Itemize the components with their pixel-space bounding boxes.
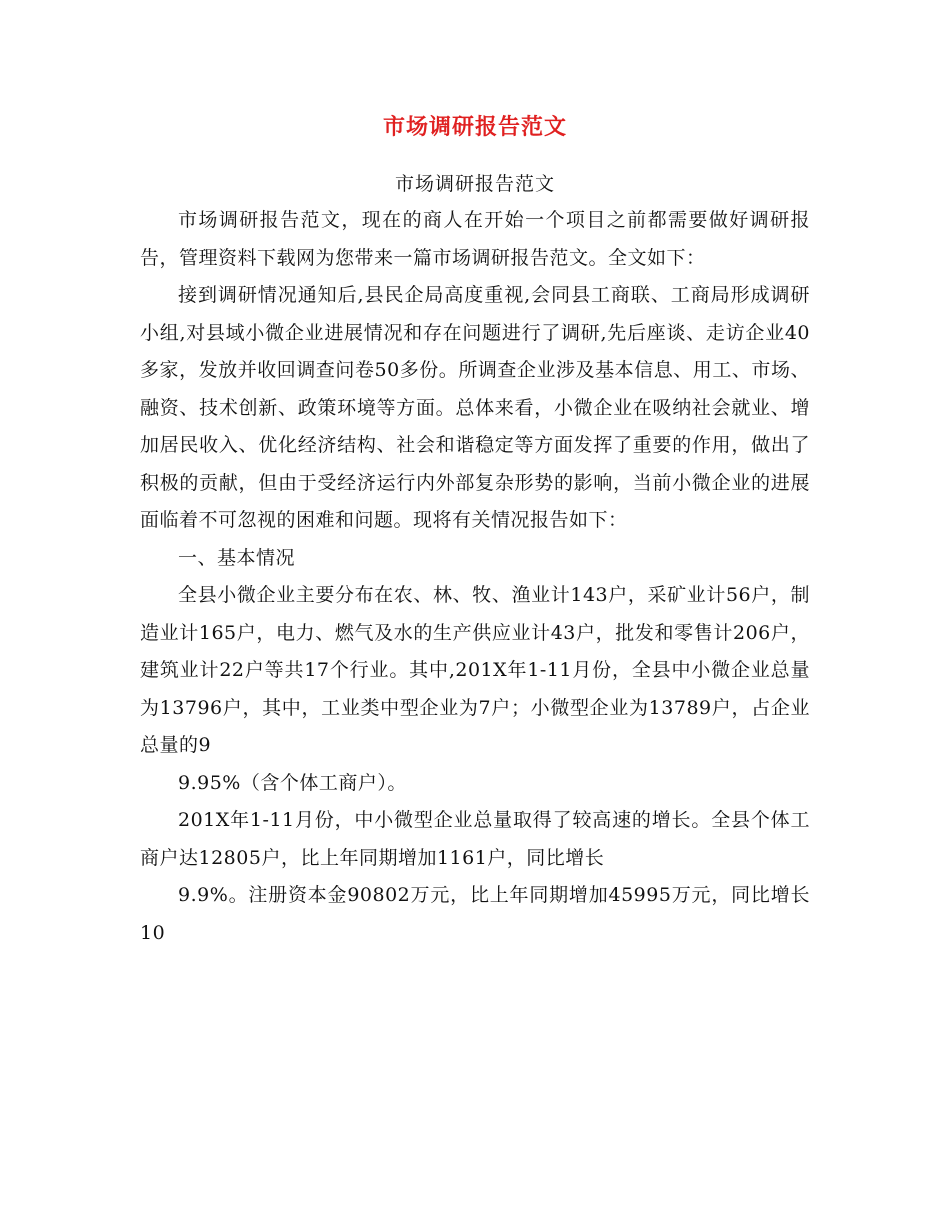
section-heading-basic-situation: 一、基本情况 [178,546,296,569]
document-body [140,202,810,952]
paragraph-percentage: 9.95%（含个体工商户）。 [178,771,407,794]
paragraph-capital: 9.9%。注册资本金90802万元，比上年同期增加45995万元，同比增长10 [140,884,810,944]
document-subtitle: 市场调研报告范文 [394,173,555,195]
paragraph-intro: 市场调研报告范文，现在的商人在开始一个项目之前都需要做好调研报告，管理资料下载网为您带来一篇市场调研报告范文。全文如下： [140,209,810,269]
paragraph-industry-distribution: 全县小微企业主要分布在农、林、牧、渔业计143户，采矿业计56户，制造业计165户，电力、燃气及水的生产供应业计43户，批发和零售计206户，建筑业计22户等共17个行业。其中,201X年1-11月份，全县中小微企业总量为13796户，其中，工业类中型企业为7户；小微型企业为13789户，占企业总量的9 [140,584,810,756]
document-title: 市场调研报告范文 [382,115,567,140]
paragraph-overview: 接到调研情况通知后,县民企局高度重视,会同县工商联、工商局形成调研小组,对县域小微企业进展情况和存在问题进行了调研,先后座谈、走访企业40多家，发放并收回调查问卷50多份。所调查企业涉及基本信息、用工、市场、融资、技术创新、政策环境等方面。总体来看，小微企业在吸纳社会就业、增加居民收入、优化经济结构、社会和谐稳定等方面发挥了重要的作用，做出了积极的贡献，但由于受经济运行内外部复杂形势的影响，当前小微企业的进展面临着不可忽视的困难和问题。现将有关情况报告如下： [140,284,810,531]
paragraph-growth: 201X年1-11月份，中小微型企业总量取得了较高速的增长。全县个体工商户达12805户，比上年同期增加1161户，同比增长 [140,809,810,869]
